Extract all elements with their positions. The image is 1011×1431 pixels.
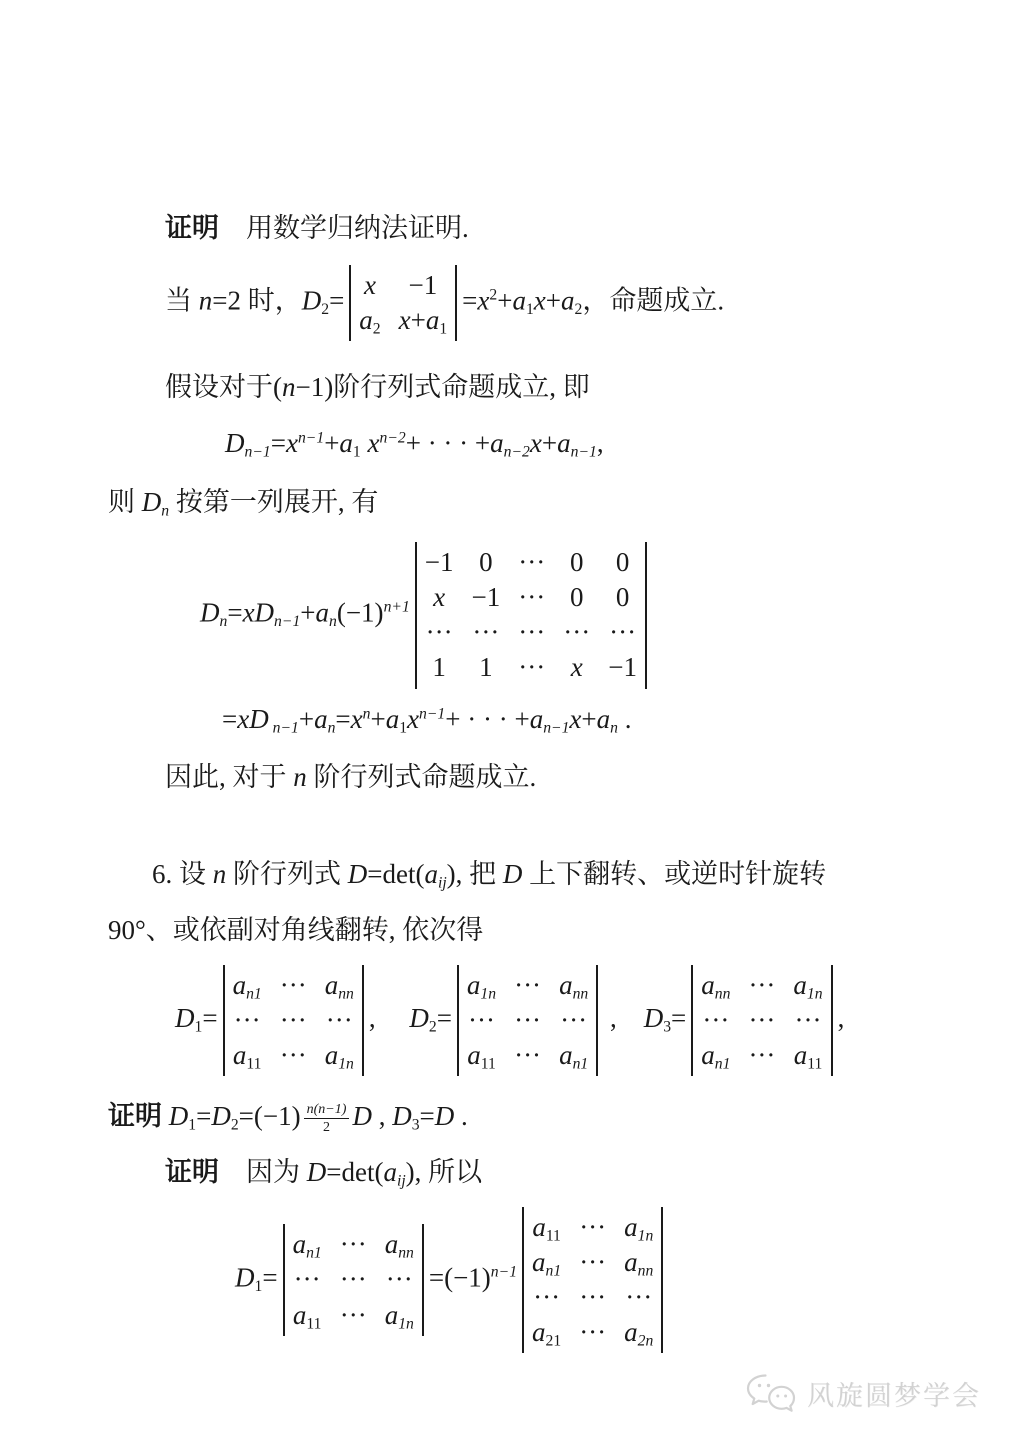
problem-6-statement-line-2: 90°、或依副对角线翻转, 依次得: [108, 915, 484, 946]
watermark-label: 风旋圆梦学会: [807, 1380, 981, 1411]
proof-6-intro-line: 证明 因为 $D=\det(a_{ij})$, 所以: [165, 1157, 483, 1191]
dn-minus-1-formula: $D_{n-1}=x^{n-1}+a_1$ $x^{n-2}+$ · · · $+a_{n-2}x+a_{n-1}$,: [225, 428, 604, 461]
wechat-icon: [745, 1373, 797, 1413]
expand-first-column-line: 则 $D_n$ 按第一列展开, 有: [108, 486, 379, 520]
proof-intro-line: 证明 用数学归纳法证明.: [165, 213, 469, 243]
watermark: [745, 1373, 981, 1413]
claim-to-prove-line: 证明 $D_1=D_2=(-1)$ $\frac{n(n-1)}{2}$ D , $D_3=D$ .: [108, 1100, 468, 1136]
base-case-line: 当 n=2 时，$D_2=$ x −1 $a_2$ $x+a_1$ $=x^2+a_1x+a_2$，命题成立.: [165, 265, 938, 341]
math-content: [108, 208, 938, 1353]
dn-result-formula: =xD $_{n-1}+a_n=x^n+a_1x^{n-1}+$ · · · $+a_{n-1}x+a_n$ .: [222, 703, 632, 737]
d1-transformation-formula: $D_1=$ $a_{n1}$ ··· $a_{nn}$ ··· ··· ··· $a_{11}$ ··· $a_{1n}$ $=(-1)^{n-1}$ $a_{11}$ ··· $a_{1n}$ $a_{n1}$ ··· $a_{nn}$ ··· ··· ··· $a_{21}$ ··· $a_{2n}$: [235, 1207, 938, 1353]
conclusion-line: 因此, 对于 n 阶行列式命题成立.: [165, 762, 537, 793]
d1-d2-d3-determinants: $D_1=$ $a_{n1}$ ··· $a_{nn}$ ··· ··· ··· $a_{11}$ ··· $a_{1n}$ , $D_2=$ $a_{1n}$ ··· $a_{nn}$ ··· ··· ··· $a_{11}$ ··· $a_{n1}$ , $D_3=$ $a_{nn}$ ··· $a_{1n}$ ··· ··· ··· $a_{n1}$ ··· $a_{11}$ ,: [175, 965, 938, 1076]
problem-6-statement-line-1: 6. 设 n 阶行列式 $D=\det(a_{ij})$, 把 D 上下翻转、或逆时针旋转: [152, 858, 827, 892]
induction-hypothesis-line: 假设对于(n−1)阶行列式命题成立, 即: [165, 371, 590, 402]
dn-expansion-determinant: $D_n=xD_{n-1}+a_n(-1)^{n+1}$ −1 0 ··· 0 0 x −1 ··· 0 0 ··· ··· ··· ··· ··· 1 1 ··· x −1: [200, 542, 938, 688]
